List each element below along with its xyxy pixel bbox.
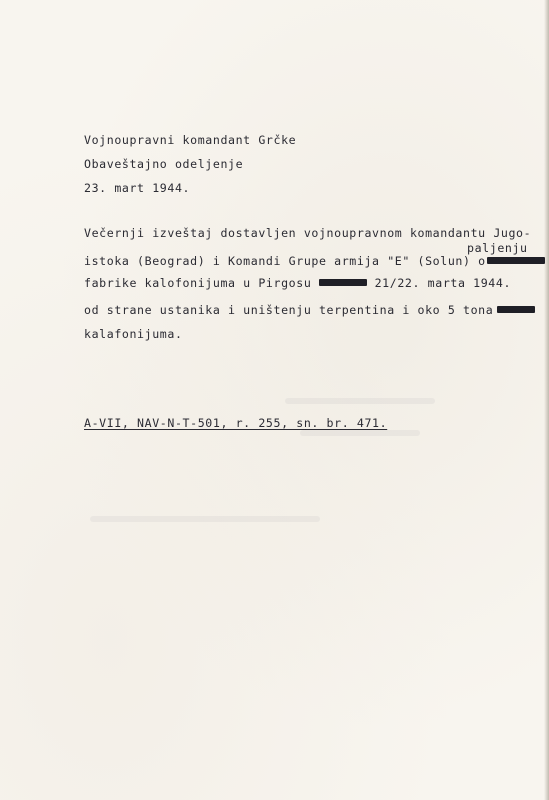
body-line-2 bbox=[84, 254, 549, 268]
body-line-3 bbox=[84, 276, 511, 290]
page-edge-shadow bbox=[544, 0, 549, 800]
struck-word bbox=[319, 279, 367, 286]
header-organization: Vojnoupravni komandant Grčke bbox=[84, 133, 297, 147]
header-department: Obaveštajno odeljenje bbox=[84, 157, 244, 171]
archive-reference: A-VII, NAV-N-T-501, r. 255, sn. br. 471. bbox=[84, 416, 388, 430]
body-insertion: paljenju bbox=[467, 241, 528, 255]
body-line-4-text: od strane ustanika i uništenju terpentina i oko 5 tona bbox=[84, 303, 494, 317]
body-line-1: Večernji izveštaj dostavljen vojnoupravnom komandantu Jugo- bbox=[84, 226, 532, 240]
body-line-4 bbox=[84, 303, 539, 317]
struck-word bbox=[497, 306, 535, 313]
struck-word bbox=[487, 257, 545, 264]
header-date: 23. mart 1944. bbox=[84, 181, 191, 195]
body-line-2-text: istoka (Beograd) i Komandi Grupe armija "E" (Solun) o bbox=[84, 254, 486, 268]
bleed-through-mark bbox=[285, 398, 435, 404]
body-line-5: kalafonijuma. bbox=[84, 327, 183, 341]
body-line-3-text-a: fabrike kalofonijuma u Pirgosu bbox=[84, 276, 312, 290]
bleed-through-mark bbox=[90, 516, 320, 522]
body-line-3-text-b: 21/22. marta 1944. bbox=[374, 276, 512, 290]
bleed-through-mark bbox=[300, 430, 420, 436]
